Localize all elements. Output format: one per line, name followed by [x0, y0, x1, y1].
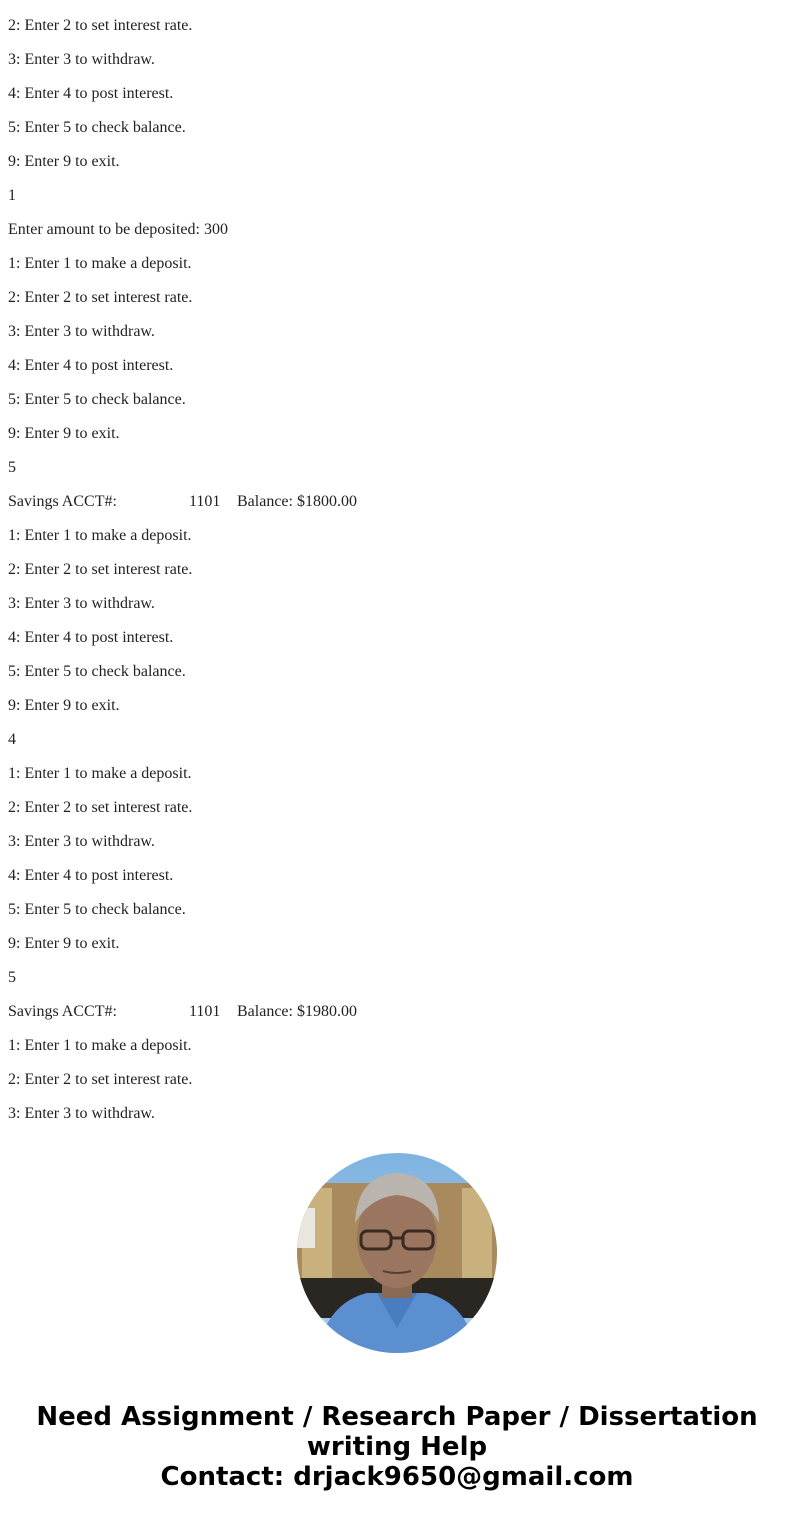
account-label: Savings ACCT#: [8, 493, 117, 510]
console-line: Enter amount to be deposited: 300 [8, 221, 228, 238]
console-line: 5: Enter 5 to check balance. [8, 391, 186, 408]
console-line: 2: Enter 2 to set interest rate. [8, 1071, 193, 1088]
console-line: 2: Enter 2 to set interest rate. [8, 561, 193, 578]
console-line: 1: Enter 1 to make a deposit. [8, 1037, 192, 1054]
console-line: 3: Enter 3 to withdraw. [8, 323, 155, 340]
console-line: 3: Enter 3 to withdraw. [8, 833, 155, 850]
console-line: 5 [8, 459, 16, 476]
console-line: 3: Enter 3 to withdraw. [8, 1105, 155, 1122]
account-balance-line [8, 493, 788, 527]
console-line: 9: Enter 9 to exit. [8, 697, 120, 714]
console-line: 2: Enter 2 to set interest rate. [8, 17, 193, 34]
console-line: 4: Enter 4 to post interest. [8, 867, 174, 884]
console-line: 1: Enter 1 to make a deposit. [8, 255, 192, 272]
console-line: 5 [8, 969, 16, 986]
cta-contact-email[interactable]: Contact: drjack9650@gmail.com [160, 1462, 634, 1492]
console-line: 3: Enter 3 to withdraw. [8, 51, 155, 68]
console-line: 3: Enter 3 to withdraw. [8, 595, 155, 612]
console-line: 5: Enter 5 to check balance. [8, 663, 186, 680]
account-balance-line [8, 1003, 788, 1037]
console-line: 4: Enter 4 to post interest. [8, 629, 174, 646]
console-line: 4: Enter 4 to post interest. [8, 85, 174, 102]
console-line: 1: Enter 1 to make a deposit. [8, 527, 192, 544]
account-number: 1101 [189, 1003, 221, 1020]
console-line: 9: Enter 9 to exit. [8, 153, 120, 170]
account-balance: Balance: $1980.00 [237, 1003, 357, 1020]
console-line: 4 [8, 731, 16, 748]
console-line: 5: Enter 5 to check balance. [8, 901, 186, 918]
console-line: 1: Enter 1 to make a deposit. [8, 765, 192, 782]
account-label: Savings ACCT#: [8, 1003, 117, 1020]
console-line [8, 0, 788, 17]
account-balance: Balance: $1800.00 [237, 493, 357, 510]
console-output [8, 0, 788, 1139]
cta-line-1: Need Assignment / Research Paper / Dissertation [36, 1402, 758, 1432]
console-line: 1 [8, 187, 16, 204]
console-line: 9: Enter 9 to exit. [8, 425, 120, 442]
console-line: 5: Enter 5 to check balance. [8, 119, 186, 136]
console-line: 9: Enter 9 to exit. [8, 935, 120, 952]
console-line: 2: Enter 2 to set interest rate. [8, 799, 193, 816]
console-line: 2: Enter 2 to set interest rate. [8, 289, 193, 306]
cta-line-2: writing Help [306, 1432, 488, 1462]
contact-banner [0, 1402, 794, 1492]
person-photo-icon [297, 1153, 497, 1353]
account-number: 1101 [189, 493, 221, 510]
console-line: 4: Enter 4 to post interest. [8, 357, 174, 374]
author-avatar [297, 1153, 497, 1353]
